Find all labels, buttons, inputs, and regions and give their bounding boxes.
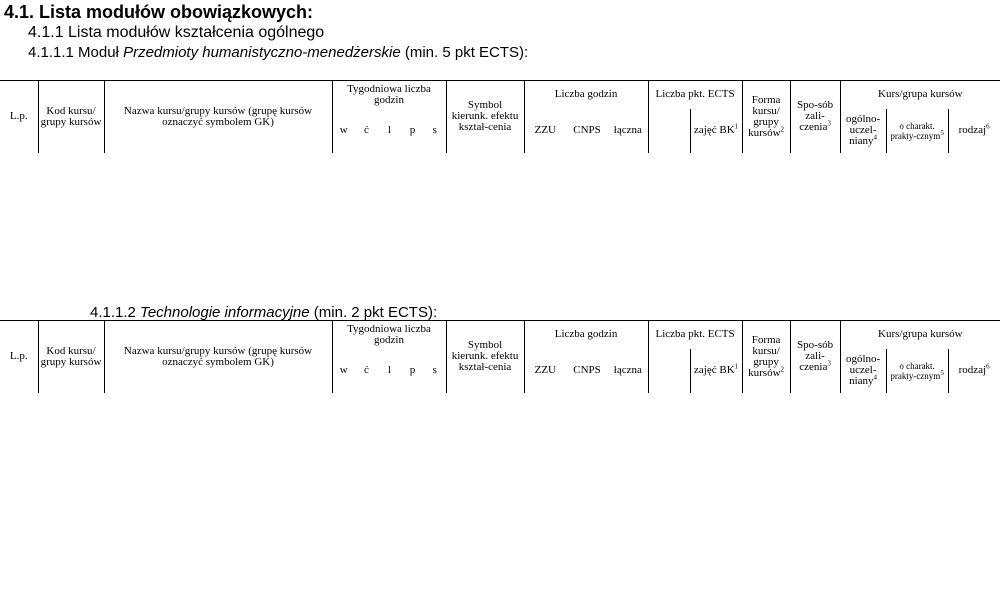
header-s: s <box>424 109 446 153</box>
header-kod: Kod kursu/ grupy kursów <box>38 321 104 393</box>
header-laczna: łączna <box>608 349 648 393</box>
header-cnps: CNPS <box>573 364 601 376</box>
header-cnps: CNPS <box>573 124 601 136</box>
header-forma: Forma kursu/ grupy kursów$^2$ <box>742 81 790 153</box>
header-liczba-godzin: Liczba godzin <box>524 321 648 349</box>
header-rodzaj: rodzaj$^6$ <box>948 349 1000 393</box>
module-heading-2-name: Technologie informacyjne <box>140 304 310 321</box>
header-laczna-ects <box>648 109 690 153</box>
module-heading-1-name: Przedmioty humanistyczno-menedżerskie <box>123 44 401 61</box>
header-laczna: łączna <box>608 109 648 153</box>
header-tygodniowa: Tygodniowa liczba godzin <box>332 81 446 109</box>
header-s: s <box>424 349 446 393</box>
header-charakt: o charakt. prakty-cznym$^5$ <box>886 109 948 153</box>
module-heading-2 <box>90 304 437 321</box>
header-nazwa <box>104 321 332 393</box>
header-nazwa-line1: Nazwa kursu/grupy kursów (grupę kursów <box>123 344 313 357</box>
header-liczba-godzin: Liczba godzin <box>524 81 648 109</box>
header-sposob-text: Spo-sób zali-czenia <box>797 339 834 374</box>
module-heading-2-suffix: (min. 2 pkt ECTS): <box>309 304 438 321</box>
header-zajec-text: zajęć BK <box>694 364 735 376</box>
header-lp: L.p. <box>0 81 38 153</box>
module-heading-1-suffix: (min. 5 pkt ECTS): <box>400 44 529 61</box>
header-rodzaj: rodzaj$^6$ <box>948 109 1000 153</box>
header-l: l <box>387 124 392 136</box>
header-liczba-ects: Liczba pkt. ECTS <box>648 81 742 109</box>
module-heading-1-prefix: 4.1.1.1 Moduł <box>28 44 124 61</box>
header-forma: Forma kursu/ grupy kursów$^2$ <box>742 321 790 393</box>
header-rodzaj-text: rodzaj <box>958 124 987 136</box>
header-charakt-text: o charakt. prakty-cznym <box>890 120 941 141</box>
subsection-heading: 4.1.1 Lista modułów kształcenia ogólnego <box>28 24 325 41</box>
header-charakt: o charakt. prakty-cznym$^5$ <box>886 349 948 393</box>
header-c: ć <box>364 124 369 136</box>
section-heading: 4.1. Lista modułów obowiązkowych: <box>4 2 314 22</box>
header-forma-text: Forma kursu/ grupy kursów <box>748 93 781 139</box>
header-sposob: Spo-sób zali-czenia$^3$ <box>790 81 840 153</box>
header-l: l <box>387 364 392 376</box>
header-zajec-text: zajęć BK <box>694 124 735 136</box>
header-charakt-text: o charakt. prakty-cznym <box>890 360 941 381</box>
module-table-it <box>0 320 1000 393</box>
header-p: p <box>409 364 416 376</box>
header-nazwa-line1: Nazwa kursu/grupy kursów (grupę kursów <box>123 104 313 117</box>
header-sposob-text: Spo-sób zali-czenia <box>797 99 834 134</box>
header-zzu: ZZU <box>534 124 556 136</box>
module-heading-2-prefix: 4.1.1.2 <box>90 304 141 321</box>
header-kurs-grupa: Kurs/grupa kursów <box>840 81 1000 109</box>
header-zzu: ZZU <box>534 364 556 376</box>
header-sposob: Spo-sób zali-czenia$^3$ <box>790 321 840 393</box>
header-nazwa <box>104 81 332 153</box>
header-lp: L.p. <box>0 321 38 393</box>
header-c: ć <box>364 364 369 376</box>
header-kurs-grupa: Kurs/grupa kursów <box>840 321 1000 349</box>
header-nazwa-line2: oznaczyć symbolem GK) <box>162 115 274 128</box>
header-nazwa-line2: oznaczyć symbolem GK) <box>162 355 274 368</box>
header-symbol: Symbol kierunk. efektu kształ-cenia <box>446 321 524 393</box>
header-ogolno: ogólno-uczel-niany$^4$ <box>840 349 886 393</box>
module-table-humanities <box>0 80 1000 153</box>
header-kod: Kod kursu/ grupy kursów <box>38 81 104 153</box>
header-laczna-ects <box>648 349 690 393</box>
header-ogolno-text: ogólno-uczel-niany <box>845 353 881 387</box>
header-ogolno-text: ogólno-uczel-niany <box>845 113 881 147</box>
header-p: p <box>409 124 416 136</box>
module-heading-1 <box>28 44 528 61</box>
header-zajec: zajęć $BK^1$ <box>690 109 742 153</box>
header-liczba-ects: Liczba pkt. ECTS <box>648 321 742 349</box>
header-w: w <box>339 124 348 136</box>
header-tygodniowa: Tygodniowa liczba godzin <box>332 321 446 349</box>
header-ogolno: ogólno-uczel-niany$^4$ <box>840 109 886 153</box>
header-symbol: Symbol kierunk. efektu kształ-cenia <box>446 81 524 153</box>
header-rodzaj-text: rodzaj <box>958 364 987 376</box>
header-zajec: zajęć $BK^1$ <box>690 349 742 393</box>
header-w: w <box>339 364 348 376</box>
header-forma-text: Forma kursu/ grupy kursów <box>748 333 781 379</box>
